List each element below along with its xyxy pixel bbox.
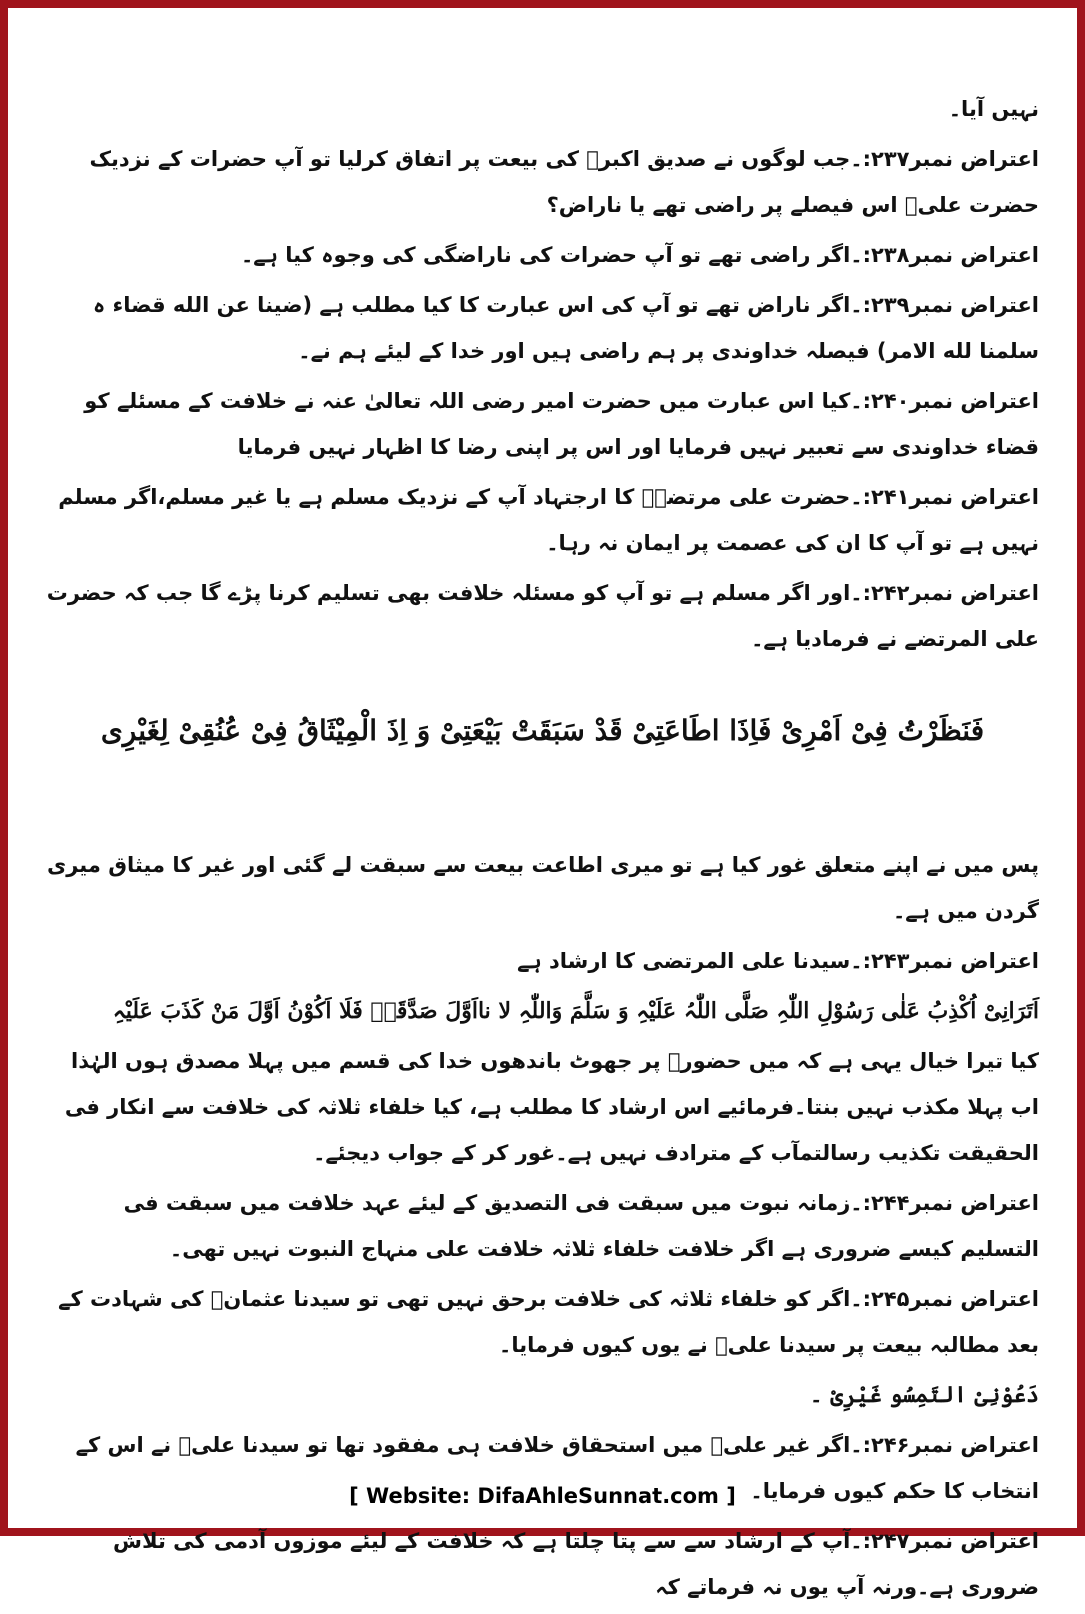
objection-238: اعتراض نمبر۲۳۸:۔اگر راضی تھے تو آپ حضرات کی ناراضگی کی وجوہ کیا ہے۔ (241, 243, 1039, 267)
arabic-quote: فَنَظَرْتُ فِیْ اَمْرِیْ فَاِذَا اطَاعَتِیْ قَدْ سَبَقَتْ بَیْعَتِیْ وَ اِذَ الْمِیْثَاقُ فِیْ عُنُقِیْ لِغَیْرِی (100, 714, 985, 747)
objection-237: اعتراض نمبر۲۳۷:۔جب لوگوں نے صدیق اکبرؓ کی بیعت پر اتفاق کرلیا تو آپ حضرات کے نزدیک حضرت علیؓ اس فیصلے پر راضی تھے یا ناراض؟ (89, 147, 1039, 217)
website-footer: [ Website: DifaAhleSunnat.com ] (349, 1484, 736, 1508)
document-body (46, 86, 1039, 1614)
translation-paragraph-2: کیا تیرا خیال یہی ہے کہ میں حضورؐ پر جھوٹ باندھوں خدا کی قسم میں پہلا مصدق ہوں الہٰذا اب پہلا مکذب نہیں بنتا۔فرمائیے اس ارشاد کا مطلب ہے، کیا خلفاء ثلاثہ کی خلافت سے انکار فی الحقیقت تکذیب رسالتمآب کے مترادف نہیں ہے۔غور کر کے جواب دیجئے۔ (64, 1049, 1039, 1165)
translation-paragraph: پس میں نے اپنے متعلق غور کیا ہے تو میری اطاعت بیعت سے سبقت لے گئی اور غیر کا میثاق میری گردن میں ہے۔ (47, 853, 1039, 923)
objection-244: اعتراض نمبر۲۴۴:۔زمانہ نبوت میں سبقت فی التصدیق کے لیئے عہد خلافت میں سبقت فی التسلیم کیسے ضروری ہے اگر خلافت خلفاء ثلاثہ خلافت علی منہاج النبوت نہیں تھی۔ (123, 1191, 1039, 1261)
objection-243: اعتراض نمبر۲۴۳:۔سیدنا علی المرتضی کا ارشاد ہے (517, 949, 1039, 973)
objection-241: اعتراض نمبر۲۴۱:۔حضرت علی مرتضےؓ کا ارجتہاد آپ کے نزدیک مسلم ہے یا غیر مسلم،اگر مسلم نہیں ہے تو آپ کا ان کی عصمت پر ایمان نہ رہا۔ (58, 485, 1039, 555)
objection-245: اعتراض نمبر۲۴۵:۔اگر کو خلفاء ثلاثہ کی خلافت برحق نہیں تھی تو سیدنا عثمانؓ کی شہادت کے بعد مطالبہ بیعت پر سیدنا علیؓ نے یوں کیوں فرمایا۔ (58, 1287, 1039, 1357)
objection-240: اعتراض نمبر۲۴۰:۔کیا اس عبارت میں حضرت امیر رضی اللہ تعالیٰ عنہ نے خلافت کے مسئلے کو قضاء خداوندی سے تعبیر نہیں فرمایا اور اس پر اپنی رضا کا اظہار نہیں فرمایا (84, 389, 1039, 459)
objection-242: اعتراض نمبر۲۴۲:۔اور اگر مسلم ہے تو آپ کو مسئلہ خلافت بھی تسلیم کرنا پڑے گا جب کہ حضرت علی المرتضے نے فرمادیا ہے۔ (46, 581, 1039, 651)
objection-247: اعتراض نمبر۲۴۷:۔آپ کے ارشاد سے سے پتا چلتا ہے کہ خلافت کے لیئے موزوں آدمی کی تلاش ضروری ہے۔ورنہ آپ یوں نہ فرماتے کہ (113, 1529, 1039, 1599)
objection-246: اعتراض نمبر۲۴۶:۔اگر غیر علیؓ میں استحقاق خلافت ہی مفقود تھا تو سیدنا علیؓ نے اس کے انتخاب کا حکم کیوں فرمایا۔ (75, 1433, 1039, 1503)
document-page (16, 16, 1069, 1599)
arabic-hadith-line: اَتَرَانِیْ اُکْذِبُ عَلٰی رَسُوْلِ اللّٰہِ صَلَّی اللّٰہُ عَلَیْہِ وَ سَلَّمَ وَاللّٰہِ لا نااَوَّلَ صَدَّقَہٗ فَلَا اَکُوْنُ اَوَّلَ مَنْ کَذَبَ عَلَیْہِ (112, 998, 1039, 1024)
paragraph: نہیں آیا۔ (948, 97, 1039, 121)
arabic-short-quote: دَعُوْنِیْ التَمِسُو غَیْرِیْ ۔ (809, 1382, 1039, 1408)
objection-239: اعتراض نمبر۲۳۹:۔اگر ناراض تھے تو آپ کی اس عبارت کا کیا مطلب ہے (ضینا عن الله قضاء ہ سلمنا لله الامر) فیصلہ خداوندی پر ہم راضی ہیں اور خدا کے لیئے ہم نے۔ (92, 293, 1039, 363)
